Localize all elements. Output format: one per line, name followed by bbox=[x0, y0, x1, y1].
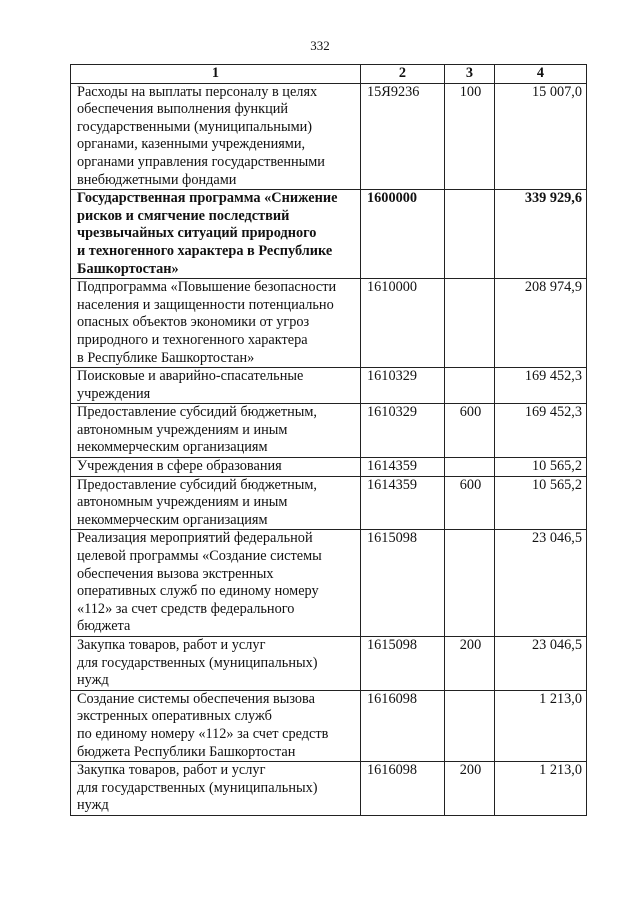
table-header bbox=[71, 65, 587, 84]
row-expense-type: 100 bbox=[445, 83, 495, 190]
row-expense-type: 600 bbox=[445, 476, 495, 530]
table-row bbox=[71, 530, 587, 637]
row-expense-type bbox=[445, 279, 495, 368]
row-amount: 1 213,0 bbox=[495, 690, 587, 761]
description-line: государственными (муниципальными) bbox=[77, 118, 313, 135]
row-amount: 23 046,5 bbox=[495, 637, 587, 691]
description-line: Поисковые и аварийно-спасательные bbox=[77, 368, 304, 385]
row-code: 1600000 bbox=[361, 190, 445, 279]
description-line: бюджета Республики Башкортостан bbox=[77, 743, 296, 760]
description-line: Реализация мероприятий федеральной bbox=[77, 530, 313, 547]
row-amount: 169 452,3 bbox=[495, 368, 587, 404]
description-line: чрезвычайных ситуаций природного bbox=[77, 225, 317, 242]
column-header-code: 2 bbox=[361, 65, 445, 84]
description-line: нужд bbox=[77, 672, 109, 689]
row-amount: 339 929,6 bbox=[495, 190, 587, 279]
row-expense-type bbox=[445, 690, 495, 761]
description-line: Башкортостан» bbox=[77, 260, 179, 277]
description-line: органами управления государственными bbox=[77, 153, 325, 170]
row-amount: 1 213,0 bbox=[495, 762, 587, 816]
description-line: бюджета bbox=[77, 618, 131, 635]
description-line: в Республике Башкортостан» bbox=[77, 349, 255, 366]
description-line: Закупка товаров, работ и услуг bbox=[77, 637, 266, 653]
description-line: Предоставление субсидий бюджетным, bbox=[77, 476, 317, 493]
description-line: внебюджетными фондами bbox=[77, 171, 237, 188]
row-code: 1615098 bbox=[361, 530, 445, 637]
description-line: Подпрограмма «Повышение безопасности bbox=[77, 279, 337, 296]
description-line: целевой программы «Создание системы bbox=[77, 548, 322, 565]
budget-table bbox=[70, 64, 587, 816]
table-row bbox=[71, 476, 587, 530]
row-amount: 23 046,5 bbox=[495, 530, 587, 637]
row-expense-type bbox=[445, 368, 495, 404]
row-description bbox=[71, 83, 361, 190]
description-line: природного и техногенного характера bbox=[77, 331, 308, 348]
description-line: нужд bbox=[77, 797, 109, 814]
description-line: Учреждения в сфере образования bbox=[77, 458, 282, 475]
description-line: обеспечения выполнения функций bbox=[77, 101, 289, 118]
row-amount: 10 565,2 bbox=[495, 476, 587, 530]
description-line: Расходы на выплаты персоналу в целях bbox=[77, 83, 318, 100]
description-line: органами, казенными учреждениями, bbox=[77, 136, 306, 153]
table-row bbox=[71, 190, 587, 279]
table-body bbox=[71, 83, 587, 815]
row-expense-type: 200 bbox=[445, 762, 495, 816]
description-line: населения и защищенности потенциально bbox=[77, 296, 334, 313]
table-row bbox=[71, 762, 587, 816]
row-description bbox=[71, 690, 361, 761]
table-row bbox=[71, 458, 587, 477]
description-line: Создание системы обеспечения вызова bbox=[77, 690, 315, 707]
column-header-description: 1 bbox=[71, 65, 361, 84]
description-line: некоммерческим организациям bbox=[77, 511, 268, 528]
description-line: автономным учреждениям и иным bbox=[77, 421, 288, 438]
description-line: Закупка товаров, работ и услуг bbox=[77, 762, 266, 779]
description-line: рисков и смягчение последствий bbox=[77, 207, 290, 224]
row-amount: 10 565,2 bbox=[495, 458, 587, 477]
row-amount: 208 974,9 bbox=[495, 279, 587, 368]
row-expense-type bbox=[445, 458, 495, 477]
description-line: некоммерческим организациям bbox=[77, 439, 268, 456]
description-line: опасных объектов экономики от угроз bbox=[77, 314, 310, 331]
row-description bbox=[71, 190, 361, 279]
description-line: Предоставление субсидий бюджетным, bbox=[77, 404, 317, 421]
description-line: экстренных оперативных служб bbox=[77, 708, 272, 725]
description-line: и техногенного характера в Республике bbox=[77, 242, 333, 259]
table-row bbox=[71, 368, 587, 404]
table-row bbox=[71, 404, 587, 458]
row-code: 1610329 bbox=[361, 404, 445, 458]
row-description bbox=[71, 458, 361, 477]
page-number: 332 bbox=[310, 38, 330, 53]
row-description bbox=[71, 368, 361, 404]
description-line: «112» за счет средств федерального bbox=[77, 600, 295, 617]
row-expense-type: 600 bbox=[445, 404, 495, 458]
row-description bbox=[71, 762, 361, 816]
row-description bbox=[71, 530, 361, 637]
row-code: 1610329 bbox=[361, 368, 445, 404]
row-description bbox=[71, 637, 361, 691]
table-row bbox=[71, 279, 587, 368]
column-header-amount: 4 bbox=[495, 65, 587, 84]
description-line: Государственная программа «Снижение bbox=[77, 190, 338, 207]
row-expense-type bbox=[445, 190, 495, 279]
table-row bbox=[71, 690, 587, 761]
table-row bbox=[71, 637, 587, 691]
description-line: обеспечения вызова экстренных bbox=[77, 565, 274, 582]
row-description bbox=[71, 404, 361, 458]
description-line: по единому номеру «112» за счет средств bbox=[77, 725, 329, 742]
row-code: 1610000 bbox=[361, 279, 445, 368]
row-expense-type bbox=[445, 530, 495, 637]
description-line: учреждения bbox=[77, 385, 151, 402]
row-code: 1614359 bbox=[361, 476, 445, 530]
column-header-type: 3 bbox=[445, 65, 495, 84]
row-amount: 169 452,3 bbox=[495, 404, 587, 458]
row-code: 1616098 bbox=[361, 690, 445, 761]
row-amount: 15 007,0 bbox=[495, 83, 587, 190]
description-line: для государственных (муниципальных) bbox=[77, 779, 318, 796]
row-code: 1616098 bbox=[361, 762, 445, 816]
header-row bbox=[71, 65, 587, 84]
row-code: 1614359 bbox=[361, 458, 445, 477]
row-description bbox=[71, 476, 361, 530]
table-row bbox=[71, 83, 587, 190]
description-line: автономным учреждениям и иным bbox=[77, 494, 288, 511]
row-expense-type: 200 bbox=[445, 637, 495, 691]
row-description bbox=[71, 279, 361, 368]
row-code: 15Я9236 bbox=[361, 83, 445, 190]
description-line: оперативных служб по единому номеру bbox=[77, 583, 319, 600]
description-line: для государственных (муниципальных) bbox=[77, 654, 318, 671]
row-code: 1615098 bbox=[361, 637, 445, 691]
